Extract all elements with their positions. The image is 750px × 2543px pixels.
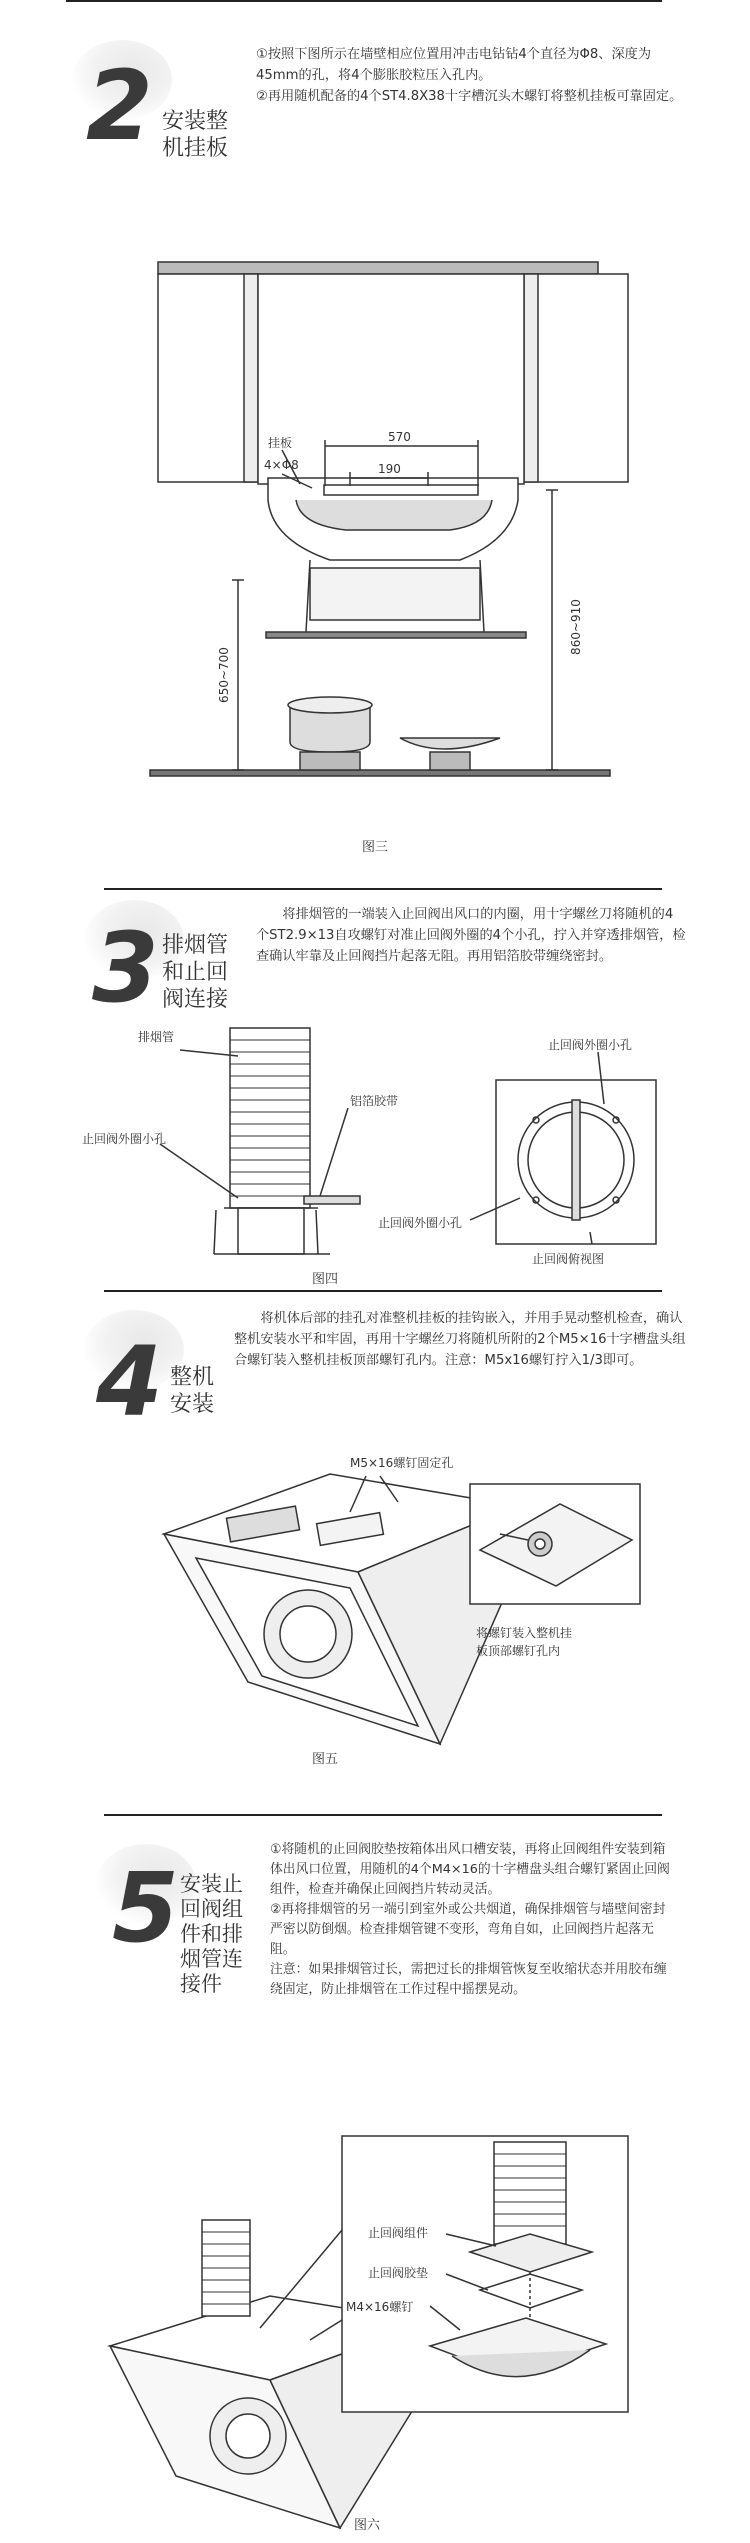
label-dim-right: 860~910 — [568, 599, 583, 655]
instruction-1: ①按照下图所示在墙壁相应位置用冲击电钻钻4个直径为Φ8、深度为45mm的孔，将4个膨胀胶粒压入孔内。 — [256, 47, 652, 83]
step-instructions: 将排烟管的一端装入止回阀出风口的内圈，用十字螺丝刀将随机的4个ST2.9×13自攻螺钉对准止回阀外圈的4个小孔，拧入并穿透排烟管，检查确认牢靠及止回阀挡片起落无阻。再用铝箔胶带缠绕密封。 — [256, 907, 686, 964]
step-number: 3 — [92, 912, 159, 1024]
step-title: 安装整 机挂板 — [162, 109, 229, 161]
label-outer-hole-top: 止回阀外圈小孔 — [548, 1038, 633, 1052]
step-instructions: 将机体后部的挂孔对准整机挂板的挂钩嵌入，并用手晃动整机检查，确认整机安装水平和牢固，再用十字螺丝刀将随机所附的2个M5×16十字槽盘头组合螺钉装入整机挂板顶部螺钉孔内。注意：M5x16螺钉拧入1/3即可。 — [234, 1311, 686, 1368]
label-screw-hole: M5×16螺钉固定孔 — [350, 1456, 454, 1470]
instruction-2: ②再将排烟管的另一端引到室外或公共烟道，确保排烟管与墙壁间密封严密以防倒烟。检查排烟管键不变形，弯角自如，止回阀挡片起落无阻。 — [270, 1902, 666, 1957]
step-number: 2 — [86, 50, 153, 162]
label-screw-into-1: 将螺钉装入整机挂 — [476, 1626, 573, 1640]
label-valve-assembly: 止回阀组件 — [368, 2226, 429, 2240]
label-valve-gasket: 止回阀胶垫 — [368, 2266, 429, 2280]
label-outer-hole-left: 止回阀外圈小孔 — [82, 1132, 167, 1146]
label-foil-tape: 铝箔胶带 — [350, 1094, 399, 1108]
figure-3-diagram — [0, 0, 750, 880]
label-pipe: 排烟管 — [138, 1030, 175, 1044]
label-top-view: 止回阀俯视图 — [532, 1252, 605, 1266]
section-pipe-valve-connection — [0, 880, 750, 1300]
step-title: 排烟管 和止回 阀连接 — [162, 933, 229, 1012]
step-title: 整机 安装 — [170, 1365, 215, 1417]
instruction-1: ①将随机的止回阀胶垫按箱体出风口槽安装，再将止回阀组件安装到箱体出风口位置，用随机的4个M4×16的十字槽盘头组合螺钉紧固止回阀组件，检查并确保止回阀挡片转动灵活。 — [270, 1842, 670, 1897]
figure-6-diagram — [0, 1800, 750, 2543]
label-dim-190: 190 — [378, 462, 401, 476]
instruction-note: 注意：如果排烟管过长，需把过长的排烟管恢复至收缩状态并用胶布缠绕固定，防止排烟管在工作过程中摇摆晃动。 — [270, 1962, 667, 1997]
label-holes: 4×Φ8 — [264, 458, 299, 472]
figure-caption: 图三 — [361, 840, 388, 855]
section-valve-assembly-pipe — [0, 1800, 750, 2543]
figure-caption: 图六 — [353, 2518, 380, 2533]
section-install-hang-plate — [0, 0, 750, 880]
label-outer-hole-bottom: 止回阀外圈小孔 — [378, 1216, 463, 1230]
figure-4-diagram — [0, 880, 750, 1300]
figure-caption: 图五 — [311, 1752, 338, 1767]
section-unit-installation — [0, 1290, 750, 1776]
label-m4-screw: M4×16螺钉 — [346, 2300, 414, 2314]
label-dim-570: 570 — [388, 430, 411, 444]
step-title: 安装止 回阀组 件和排 烟管连 接件 — [180, 1872, 243, 1996]
label-screw-into-2: 板顶部螺钉孔内 — [476, 1644, 561, 1658]
label-dim-left: 650~700 — [216, 647, 231, 703]
figure-5-diagram — [0, 1290, 750, 1776]
step-number: 5 — [112, 1852, 179, 1964]
figure-caption: 图四 — [311, 1272, 338, 1287]
instruction-2: ②再用随机配备的4个ST4.8X38十字槽沉头木螺钉将整机挂板可靠固定。 — [256, 89, 683, 104]
label-hang-plate: 挂板 — [268, 436, 293, 450]
step-number: 4 — [96, 1326, 163, 1438]
